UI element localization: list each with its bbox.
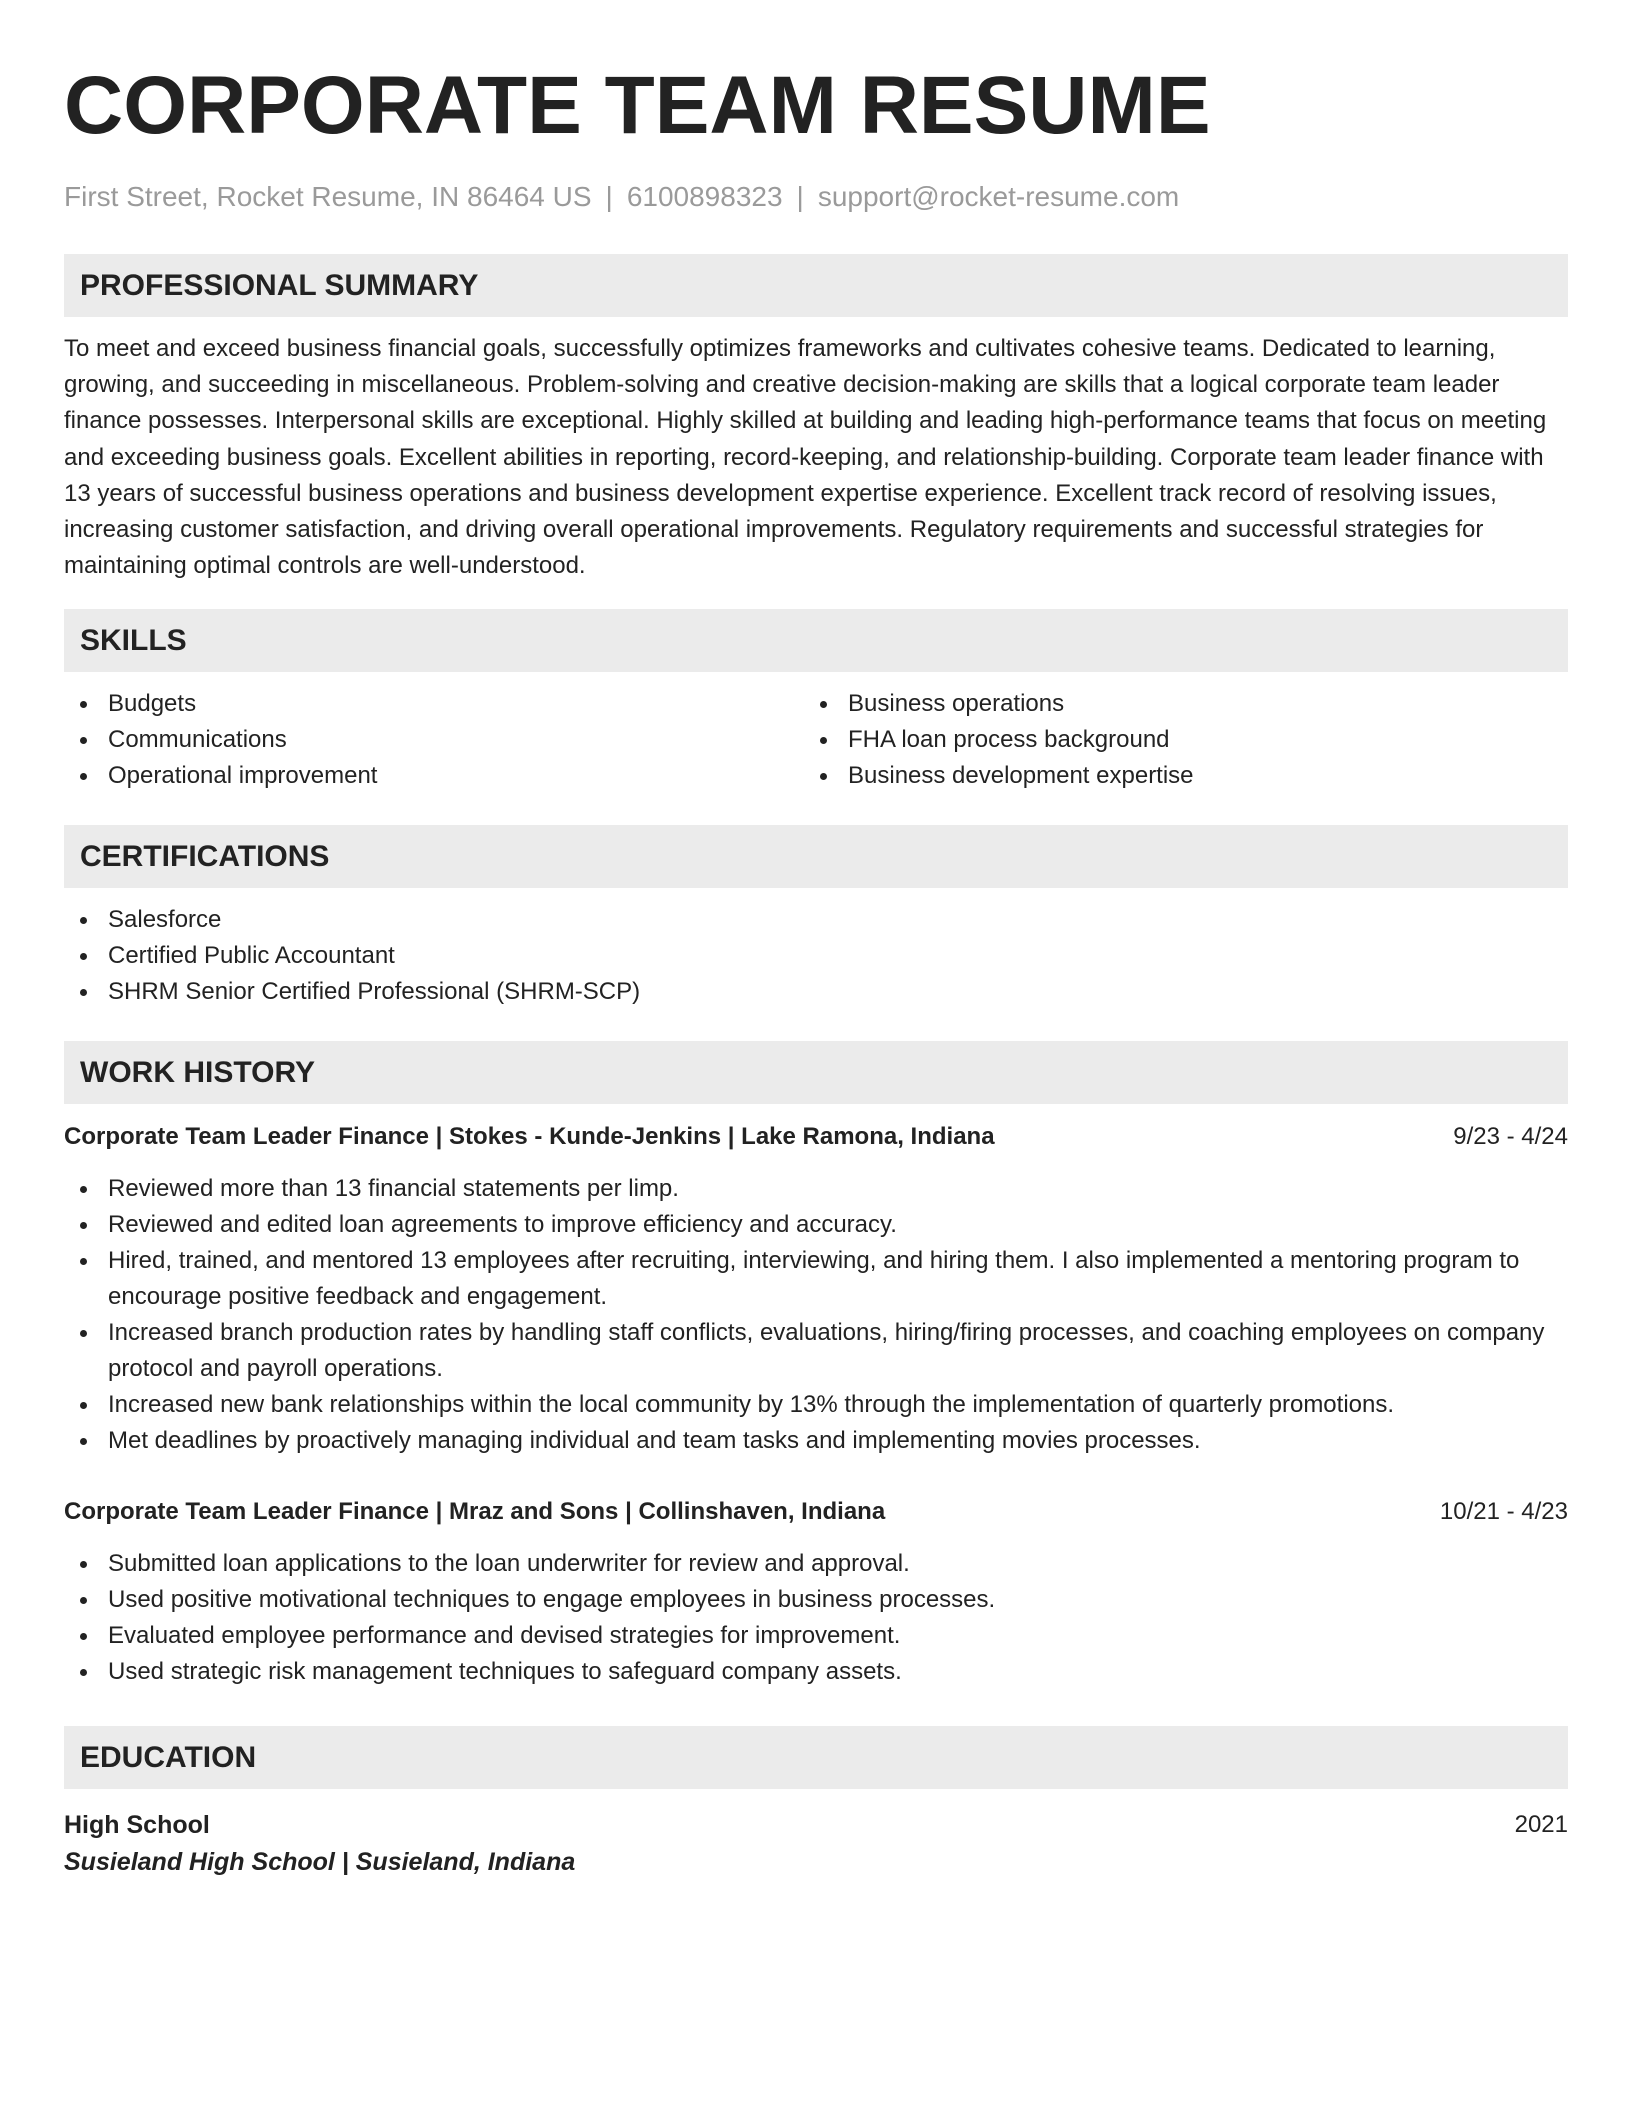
skills-list-right — [804, 686, 1544, 794]
certifications-list — [64, 902, 1568, 1010]
section-heading-certifications: CERTIFICATIONS — [64, 825, 1568, 888]
list-item: Operational improvement — [64, 758, 804, 794]
job-title: Corporate Team Leader Finance | Mraz and Sons | Collinshaven, Indiana — [64, 1498, 886, 1526]
resume-name: CORPORATE TEAM RESUME — [64, 60, 1211, 151]
job-dates: 10/21 - 4/23 — [1439, 1498, 1568, 1526]
education-degree: High School — [64, 1811, 210, 1840]
job-entry — [64, 1119, 1568, 1459]
list-item: Submitted loan applications to the loan underwriter for review and approval. — [64, 1546, 1568, 1582]
section-heading-education: EDUCATION — [64, 1726, 1568, 1789]
job-header — [64, 1494, 1568, 1530]
list-item: FHA loan process background — [804, 722, 1544, 758]
list-item: Increased branch production rates by handling staff conflicts, evaluations, hiring/firing processes, and coaching employees on company protocol and payroll operations. — [64, 1315, 1568, 1387]
contact-separator: | — [796, 181, 804, 212]
contact-line — [64, 180, 1568, 214]
contact-separator: | — [605, 181, 613, 212]
job-title: Corporate Team Leader Finance | Stokes - Kunde-Jenkins | Lake Ramona, Indiana — [64, 1123, 995, 1151]
list-item: Budgets — [64, 686, 804, 722]
job-bullets — [64, 1546, 1568, 1690]
list-item: Met deadlines by proactively managing individual and team tasks and implementing movies processes. — [64, 1423, 1568, 1459]
education-year: 2021 — [1514, 1811, 1568, 1839]
skills-grid — [64, 686, 1568, 794]
section-heading-work-history: WORK HISTORY — [64, 1041, 1568, 1104]
list-item: Salesforce — [64, 902, 1568, 938]
list-item: Communications — [64, 722, 804, 758]
skills-list-left — [64, 686, 804, 794]
education-header — [64, 1807, 1568, 1843]
job-header — [64, 1119, 1568, 1155]
list-item: SHRM Senior Certified Professional (SHRM-SCP) — [64, 974, 1568, 1010]
job-bullets — [64, 1171, 1568, 1459]
job-dates: 9/23 - 4/24 — [1453, 1123, 1568, 1151]
contact-address: First Street, Rocket Resume, IN 86464 US — [64, 181, 592, 212]
section-heading-skills: SKILLS — [64, 609, 1568, 672]
education-school: Susieland High School | Susieland, Indiana — [64, 1848, 576, 1877]
list-item: Reviewed and edited loan agreements to improve efficiency and accuracy. — [64, 1207, 1568, 1243]
list-item: Increased new bank relationships within the local community by 13% through the implementation of quarterly promotions. — [64, 1387, 1568, 1423]
list-item: Used positive motivational techniques to engage employees in business processes. — [64, 1582, 1568, 1618]
list-item: Certified Public Accountant — [64, 938, 1568, 974]
list-item: Business operations — [804, 686, 1544, 722]
list-item: Used strategic risk management techniques to safeguard company assets. — [64, 1654, 1568, 1690]
education-entry — [64, 1807, 1568, 1881]
summary-text: To meet and exceed business financial goals, successfully optimizes frameworks and cultivates cohesive teams. Dedicated to learning, growing, and succeeding in miscellaneous. Problem-solving and creative decision-making are skills that a logical corporate team leader finance possesses. Interpersonal skills are exceptional. Highly skilled at building and leading high-performance teams that focus on meeting and exceeding business goals. Excellent abilities in reporting, record-keeping, and relationship-building. Corporate team leader finance with 13 years of successful business operations and business development expertise experience. Excellent track record of resolving issues, increasing customer satisfaction, and driving overall operational improvements. Regulatory requirements and successful strategies for maintaining optimal controls are well-understood. — [64, 335, 1547, 580]
list-item: Evaluated employee performance and devised strategies for improvement. — [64, 1618, 1568, 1654]
contact-phone: 6100898323 — [626, 181, 783, 212]
section-heading-summary: PROFESSIONAL SUMMARY — [64, 254, 1568, 317]
list-item: Reviewed more than 13 financial statements per limp. — [64, 1171, 1568, 1207]
list-item: Hired, trained, and mentored 13 employees after recruiting, interviewing, and hiring them. I also implemented a mentoring program to encourage positive feedback and engagement. — [64, 1243, 1568, 1315]
list-item: Business development expertise — [804, 758, 1544, 794]
contact-email: support@rocket-resume.com — [817, 181, 1180, 212]
job-entry — [64, 1494, 1568, 1690]
